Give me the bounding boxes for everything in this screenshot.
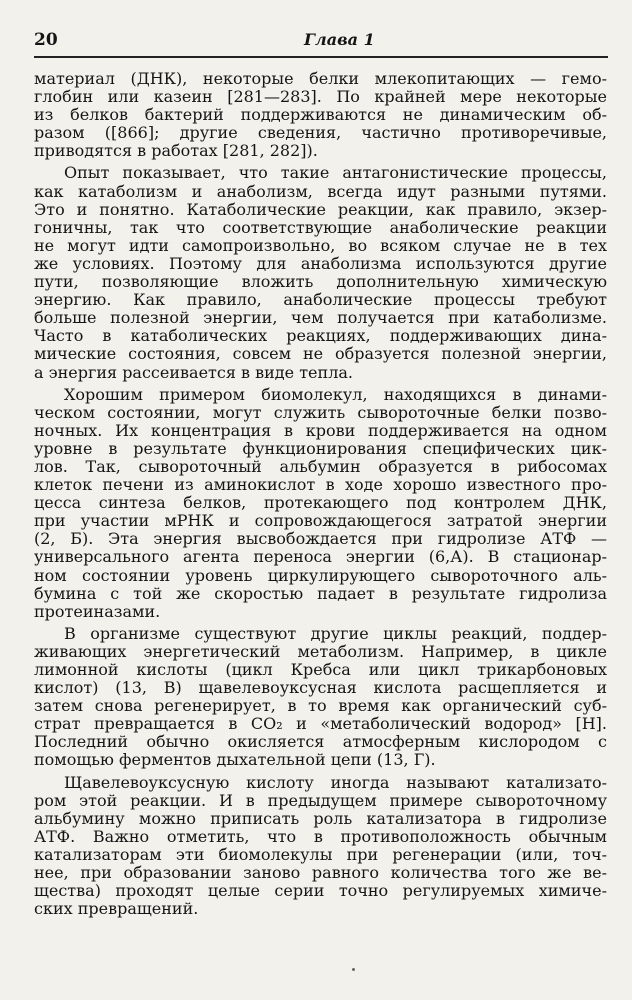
text-line: а энергия рассеивается в виде тепла. [34,362,353,382]
paragraph-1 [34,70,607,160]
text-line: бумина с той же скоростью падает в результате гидролиза [34,583,607,603]
text-line: лов. Так, сывороточный альбумин образуется в рибосомах [34,456,607,476]
page-number: 20 [34,30,58,50]
text-line: ром этой реакции. И в предыдущем примере сывороточному [34,790,607,810]
text-line: клеток печени из аминокислот в ходе хорошо известного про- [34,475,607,495]
text-line: кислот) (13, В) щавелевоуксусная кислота расщепляется и [34,678,607,698]
text-line: нее, при образовании заново равного количества того же ве- [34,863,607,883]
header-rule [34,56,608,58]
text-line: при участии мРНК и сопровождающегося затратой энергии [34,511,607,531]
print-speck [352,968,355,971]
text-line: пути, позволяющие вложить дополнительную химическую [34,272,607,292]
text-line: катализаторам эти биомолекулы при регенерации (или, точ- [34,844,607,864]
text-line: материал (ДНК), некоторые белки млекопитающих — гемо- [34,69,607,88]
text-line: уровне в результате функционирования специфических цик- [34,438,607,458]
text-line: Часто в катаболических реакциях, поддерживающих дина- [34,326,607,346]
text-line: Щавелевоуксусную кислоту иногда называют катализато- [64,772,607,792]
text-line: энергию. Как правило, анаболические процессы требуют [34,290,607,310]
text-line: цесса синтеза белков, протекающего под контролем ДНК, [34,493,607,513]
text-line: же условиях. Поэтому для анаболизма используются другие [34,253,607,273]
body-text [34,70,607,918]
paragraph-5 [34,774,607,919]
text-line: ских превращений. [34,899,199,919]
text-line: помощью ферментов дыхательной цепи (13, Г). [34,750,436,770]
text-line: Это и понятно. Катаболические реакции, как правило, экзер- [34,199,607,219]
text-line: мические состояния, совсем не образуется полезной энергии, [34,344,607,364]
text-line: глобин или казеин [281—283]. По крайней мере некоторые [34,87,607,107]
text-line: не могут идти самопроизвольно, во всяком случае не в тех [34,235,607,255]
chapter-running-head: Глава 1 [304,30,375,49]
text-line: универсального агента переноса энергии (6,А). В стационар- [34,547,607,567]
text-line: живающих энергетический метаболизм. Например, в цикле [34,641,607,661]
text-line: из белков бактерий поддерживаются не динамическим об- [34,105,607,125]
text-line: приводятся в работах [281, 282]). [34,141,318,161]
text-line: альбумину можно приписать роль катализатора в гидролизе [34,808,607,828]
text-line: АТФ. Важно отметить, что в противоположность обычным [34,826,607,846]
text-line: ном состоянии уровень циркулирующего сывороточного аль- [34,565,607,585]
text-line: гоничны, так что соответствующие анаболические реакции [34,217,607,237]
text-line: Хорошим примером биомолекул, находящихся в динами- [64,384,607,404]
text-line: больше полезной энергии, чем получается при катаболизме. [34,308,607,328]
paragraph-4 [34,625,607,770]
text-line: (2, Б). Эта энергия высвобождается при гидролизе АТФ — [34,529,607,549]
text-line: протеиназами. [34,601,161,621]
text-line: щества) проходят целые серии точно регулируемых химиче- [34,881,607,901]
text-line: ночных. Их концентрация в крови поддерживается на одном [34,420,607,440]
text-line: разом ([866]; другие сведения, частично противоречивые, [34,123,607,143]
text-line: Последний обычно окисляется атмосферным кислородом с [34,732,607,752]
text-line: как катаболизм и анаболизм, всегда идут разными путями. [34,181,607,201]
paragraph-2 [34,164,607,381]
text-line: затем снова регенерирует, в то время как органический суб- [34,696,607,716]
paragraph-3 [34,386,607,621]
text-line: лимонной кислоты (цикл Кребса или цикл трикарбоновых [34,660,607,679]
text-line: Опыт показывает, что такие антагонистические процессы, [64,163,607,183]
text-line: ческом состоянии, могут служить сывороточные белки позво- [34,402,607,422]
text-line: В организме существуют другие циклы реакций, поддер- [64,623,607,643]
text-line: страт превращается в CO₂ и «метаболический водород» [Н]. [34,714,607,734]
page-header [34,26,608,52]
